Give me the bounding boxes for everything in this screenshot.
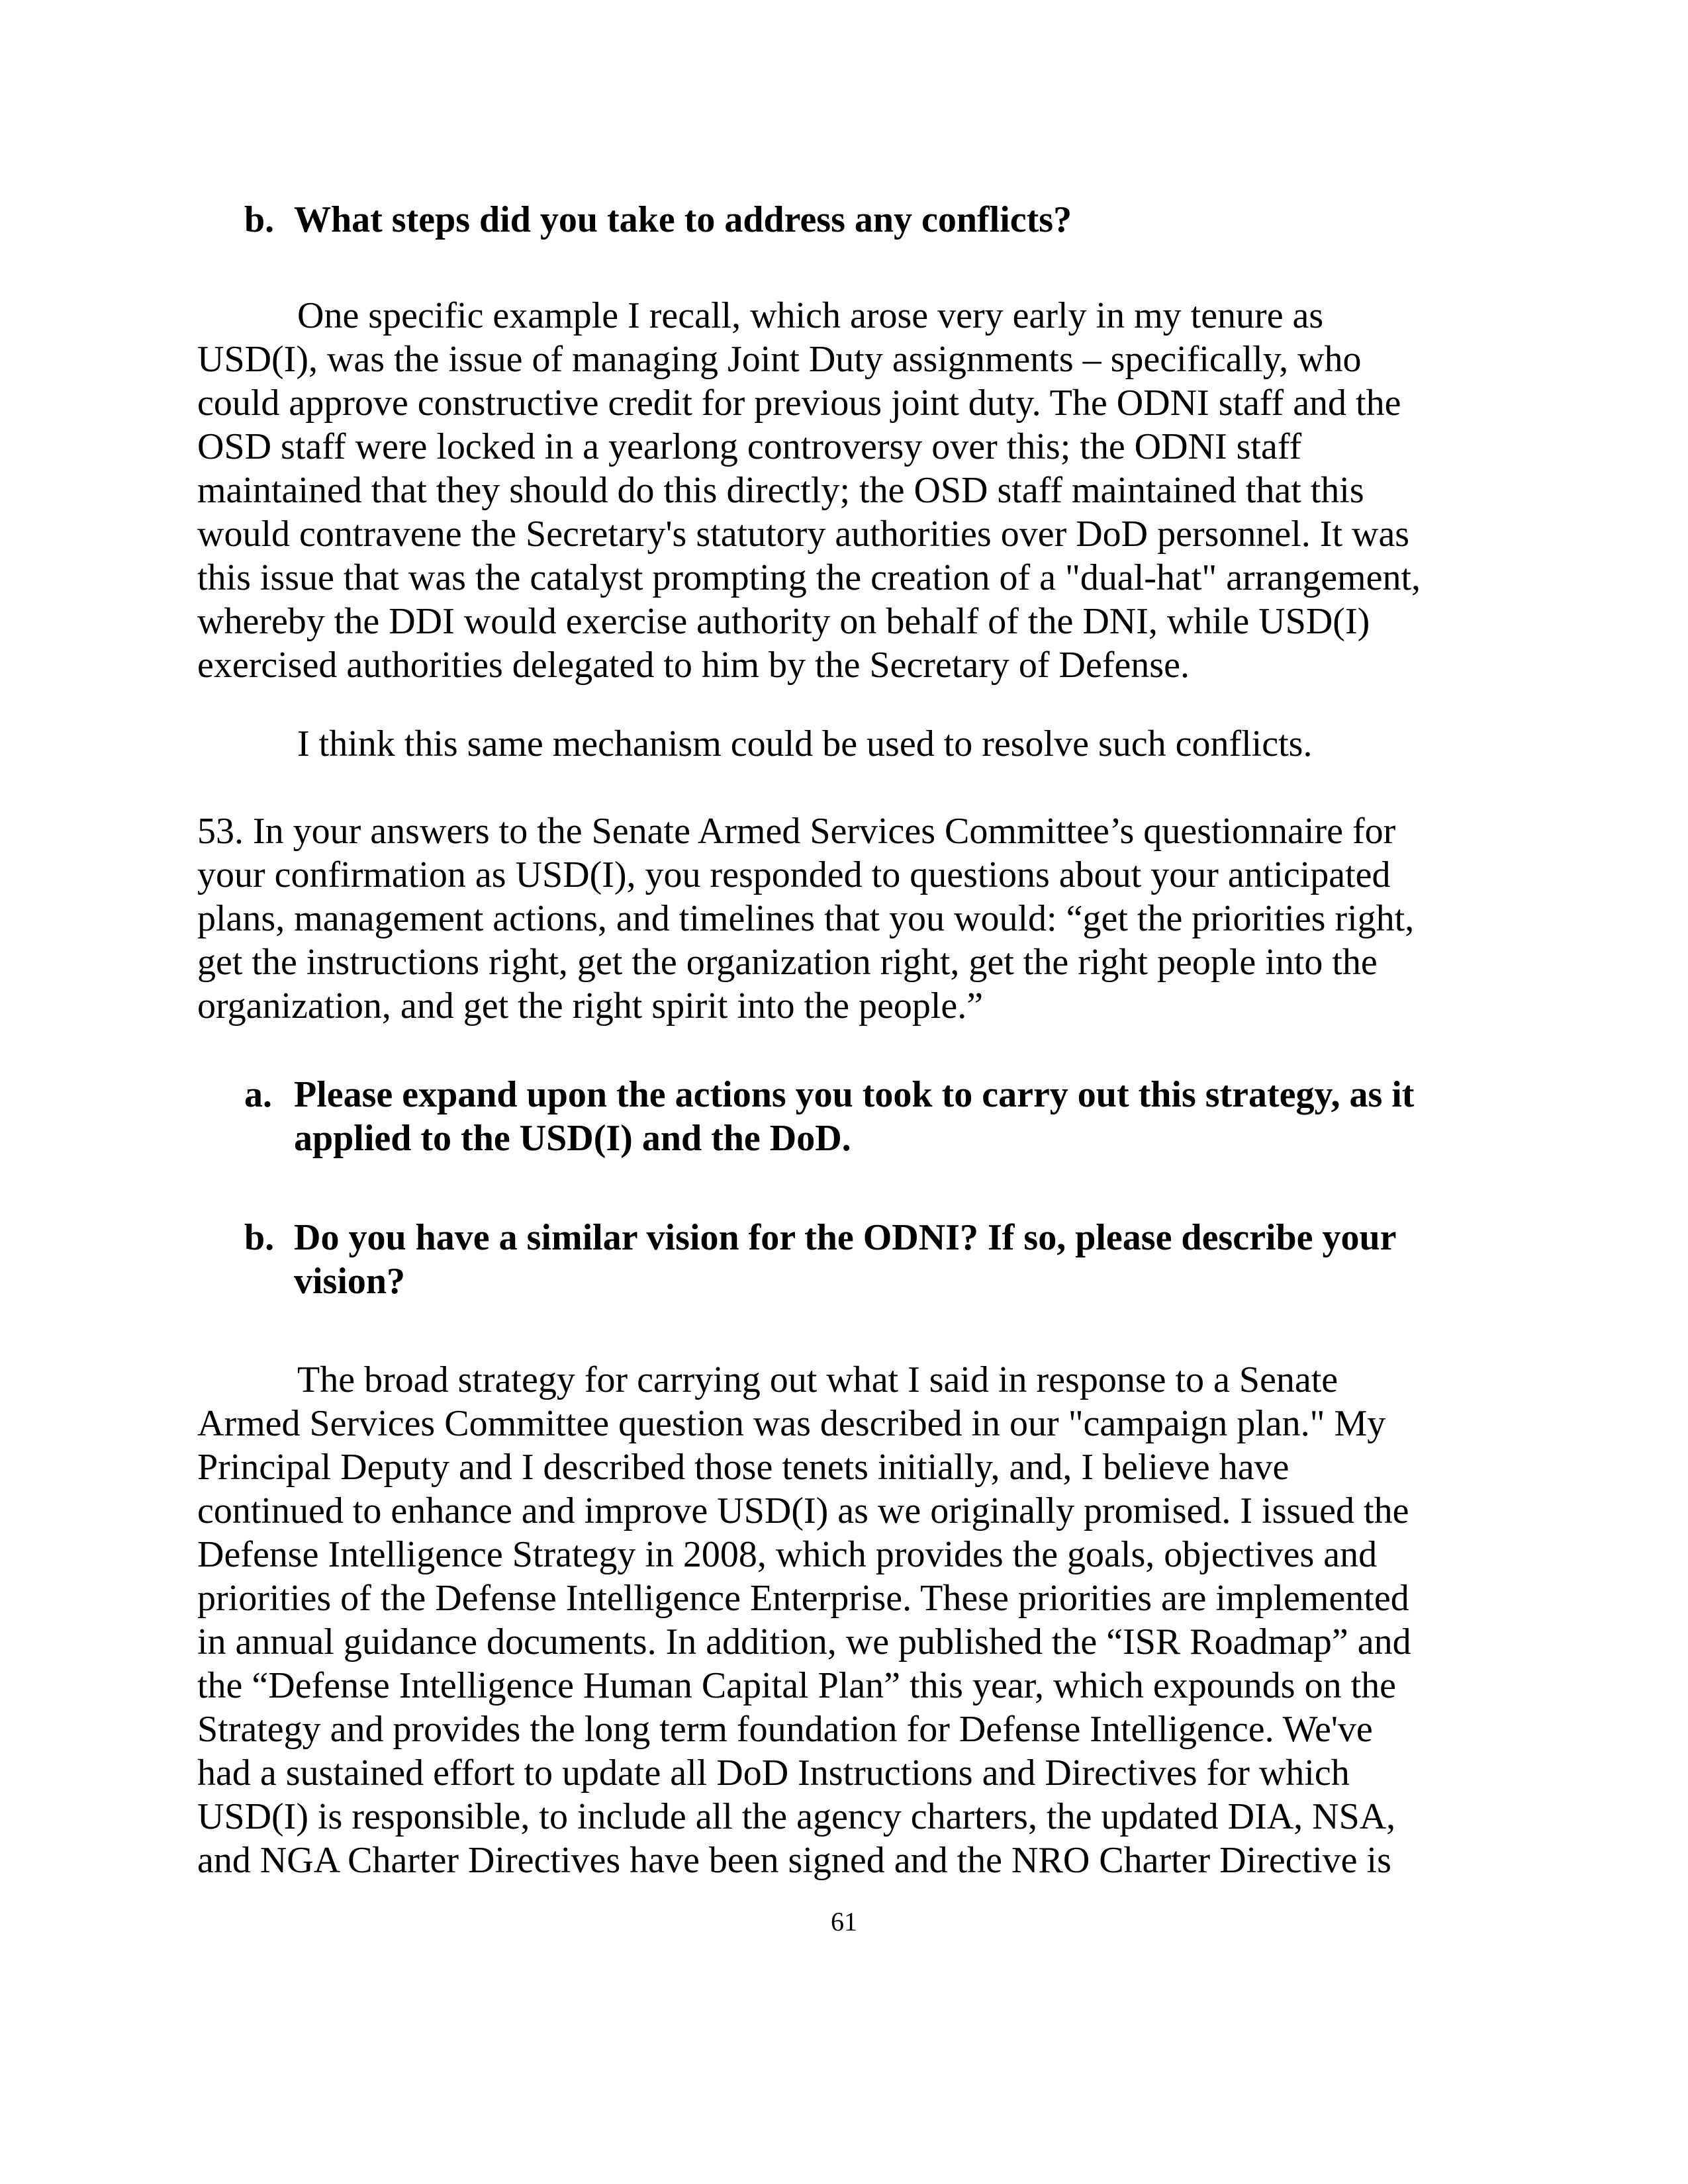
question-label: b. bbox=[244, 199, 275, 240]
text-line: Principal Deputy and I described those tenets initially, and, I believe have bbox=[197, 1447, 1289, 1488]
answer-paragraph-1 bbox=[197, 294, 1421, 687]
text-line: maintained that they should do this directly; the OSD staff maintained that this bbox=[197, 470, 1364, 511]
text-line: priorities of the Defense Intelligence Enterprise. These priorities are implemented bbox=[197, 1578, 1409, 1619]
text-line: exercised authorities delegated to him by the Secretary of Defense. bbox=[197, 645, 1190, 686]
question-text bbox=[294, 198, 1072, 242]
text-line: had a sustained effort to update all DoD Instructions and Directives for which bbox=[197, 1752, 1350, 1794]
text-line: could approve constructive credit for previous joint duty. The ODNI staff and the bbox=[197, 383, 1401, 424]
text-line: Strategy and provides the long term foundation for Defense Intelligence. We've bbox=[197, 1709, 1373, 1750]
question-text bbox=[294, 1216, 1396, 1303]
answer-paragraph-3 bbox=[197, 1358, 1411, 1882]
text-line: get the instructions right, get the organization right, get the right people into the bbox=[197, 942, 1378, 983]
text-line: whereby the DDI would exercise authority on behalf of the DNI, while USD(I) bbox=[197, 601, 1370, 642]
text-line: applied to the USD(I) and the DoD. bbox=[294, 1118, 851, 1159]
text-line: I think this same mechanism could be used to resolve such conflicts. bbox=[297, 723, 1313, 764]
text-line: One specific example I recall, which arose very early in my tenure as bbox=[297, 295, 1324, 336]
text-line: 53. In your answers to the Senate Armed Services Committee’s questionnaire for bbox=[197, 811, 1396, 852]
answer-paragraph-2 bbox=[197, 722, 1312, 766]
text-line: OSD staff were locked in a yearlong controversy over this; the ODNI staff bbox=[197, 426, 1302, 467]
text-line: Do you have a similar vision for the ODNI? If so, please describe your bbox=[294, 1217, 1397, 1258]
text-line: Armed Services Committee question was described in our "campaign plan." My bbox=[197, 1403, 1386, 1444]
page-number: 61 bbox=[831, 1907, 857, 1936]
text-line: the “Defense Intelligence Human Capital Plan” this year, which expounds on the bbox=[197, 1665, 1396, 1706]
text-line: in annual guidance documents. In addition, we published the “ISR Roadmap” and bbox=[197, 1621, 1411, 1662]
text-line: Please expand upon the actions you took to carry out this strategy, as it bbox=[294, 1074, 1415, 1115]
text-line: Defense Intelligence Strategy in 2008, which provides the goals, objectives and bbox=[197, 1534, 1378, 1575]
text-line: USD(I), was the issue of managing Joint Duty assignments – specifically, who bbox=[197, 339, 1362, 380]
question-53 bbox=[197, 809, 1414, 1028]
text-line: continued to enhance and improve USD(I) as we originally promised. I issued the bbox=[197, 1490, 1409, 1531]
text-line: organization, and get the right spirit into the people.” bbox=[197, 985, 984, 1026]
text-line: plans, management actions, and timelines that you would: “get the priorities right, bbox=[197, 898, 1415, 939]
question-text bbox=[294, 1073, 1414, 1160]
text-line: vision? bbox=[294, 1261, 406, 1302]
text-line: What steps did you take to address any conflicts? bbox=[294, 199, 1072, 240]
text-line: and NGA Charter Directives have been signed and the NRO Charter Directive is bbox=[197, 1840, 1391, 1881]
question-label: a. bbox=[244, 1074, 272, 1115]
text-line: this issue that was the catalyst prompting the creation of a "dual-hat" arrangement, bbox=[197, 557, 1421, 598]
text-line: The broad strategy for carrying out what I said in response to a Senate bbox=[297, 1359, 1338, 1400]
text-line: your confirmation as USD(I), you responded to questions about your anticipated bbox=[197, 854, 1391, 895]
text-line: would contravene the Secretary's statutory authorities over DoD personnel. It was bbox=[197, 514, 1410, 555]
question-label: b. bbox=[244, 1217, 275, 1258]
text-line: USD(I) is responsible, to include all the agency charters, the updated DIA, NSA, bbox=[197, 1796, 1396, 1837]
